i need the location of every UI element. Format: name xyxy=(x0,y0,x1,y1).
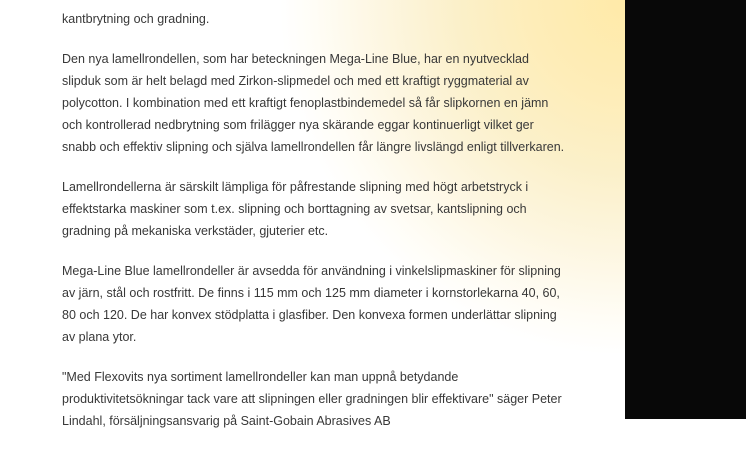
paragraph xyxy=(62,48,607,158)
text-line: Mega-Line Blue lamellrondeller är avsedda för användning i vinkelslipmaskiner för slipning xyxy=(62,264,561,278)
text-line: Lamellrondellerna är särskilt lämpliga för påfrestande slipning med högt arbetstryck i xyxy=(62,180,529,194)
text-line: 80 och 120. De har konvex stödplatta i glasfiber. Den konvexa formen underlättar slipning xyxy=(62,308,557,322)
text-line: gradning på mekaniska verkstäder, gjuterier etc. xyxy=(62,224,329,238)
text-line: snabb och effektiv slipning och själva lamellrondellen får längre livslängd enligt tillverkaren. xyxy=(62,140,565,154)
text-line: Den nya lamellrondellen, som har beteckningen Mega-Line Blue, har en nyutvecklad xyxy=(62,52,529,66)
text-line: av järn, stål och rostfritt. De finns i 115 mm och 125 mm diameter i kornstorlekarna 40, 60, xyxy=(62,286,560,300)
text-line: produktivitetsökningar tack vare att slipningen eller gradningen blir effektivare" säger Peter xyxy=(62,392,562,406)
paragraph xyxy=(62,176,607,242)
text-line: polycotton. I kombination med ett kraftigt fenoplastbindemedel så får slipkornen en jämn xyxy=(62,96,549,110)
text-line: kantbrytning och gradning. xyxy=(62,12,210,26)
press-release-text xyxy=(62,8,607,450)
text-line: slipduk som är helt belagd med Zirkon-slipmedel och med ett kraftigt ryggmaterial av xyxy=(62,74,529,88)
dark-backdrop xyxy=(625,0,746,419)
paragraph xyxy=(62,8,607,30)
paragraph xyxy=(62,366,607,432)
text-line: "Med Flexovits nya sortiment lamellrondeller kan man uppnå betydande xyxy=(62,370,459,384)
paragraph xyxy=(62,260,607,348)
text-line: av plana ytor. xyxy=(62,330,137,344)
text-line: och kontrollerad nedbrytning som frilägger nya skärande eggar kontinuerligt vilket ger xyxy=(62,118,534,132)
text-line: Lindahl, försäljningsansvarig på Saint-Gobain Abrasives AB xyxy=(62,414,391,428)
text-line: effektstarka maskiner som t.ex. slipning och borttagning av svetsar, kantslipning och xyxy=(62,202,527,216)
